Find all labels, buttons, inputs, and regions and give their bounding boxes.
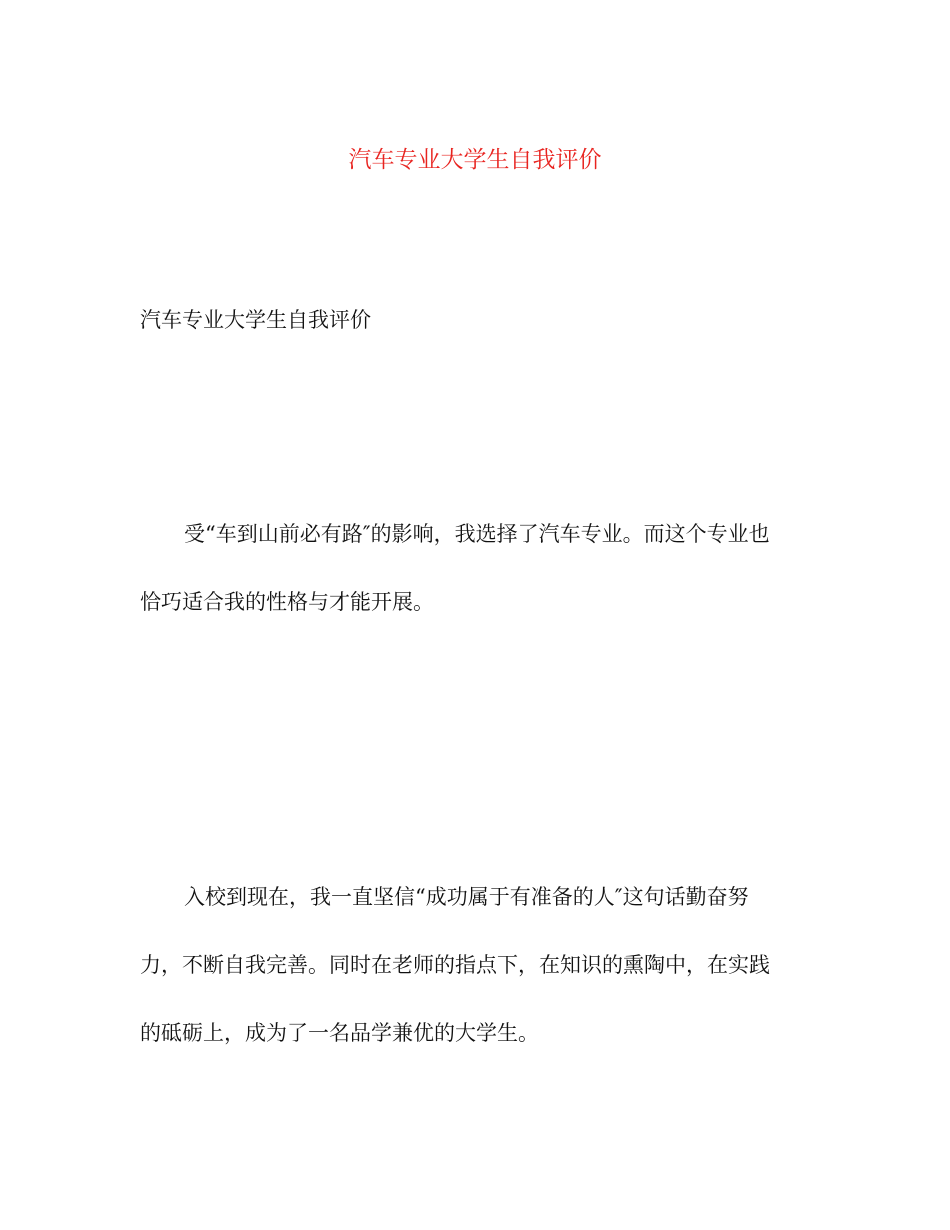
paragraph-line: 恰巧适合我的性格与才能开展。: [140, 590, 434, 614]
document-title: 汽车专业大学生自我评价: [348, 147, 602, 173]
paragraph-1: [140, 517, 810, 653]
paragraph-2: [140, 880, 810, 1084]
paragraph-line: 力，不断自我完善。同时在老师的指点下，在知识的熏陶中，在实践: [140, 953, 770, 977]
document-subtitle: 汽车专业大学生自我评价: [140, 308, 371, 332]
paragraph-line: 受“车到山前必有路″的影响，我选择了汽车专业。而这个专业也: [184, 522, 770, 546]
paragraph-line: 入校到现在，我一直坚信“成功属于有准备的人″这句话勤奋努: [184, 885, 749, 909]
paragraph-line: 的砥砺上，成为了一名品学兼优的大学生。: [140, 1021, 539, 1045]
